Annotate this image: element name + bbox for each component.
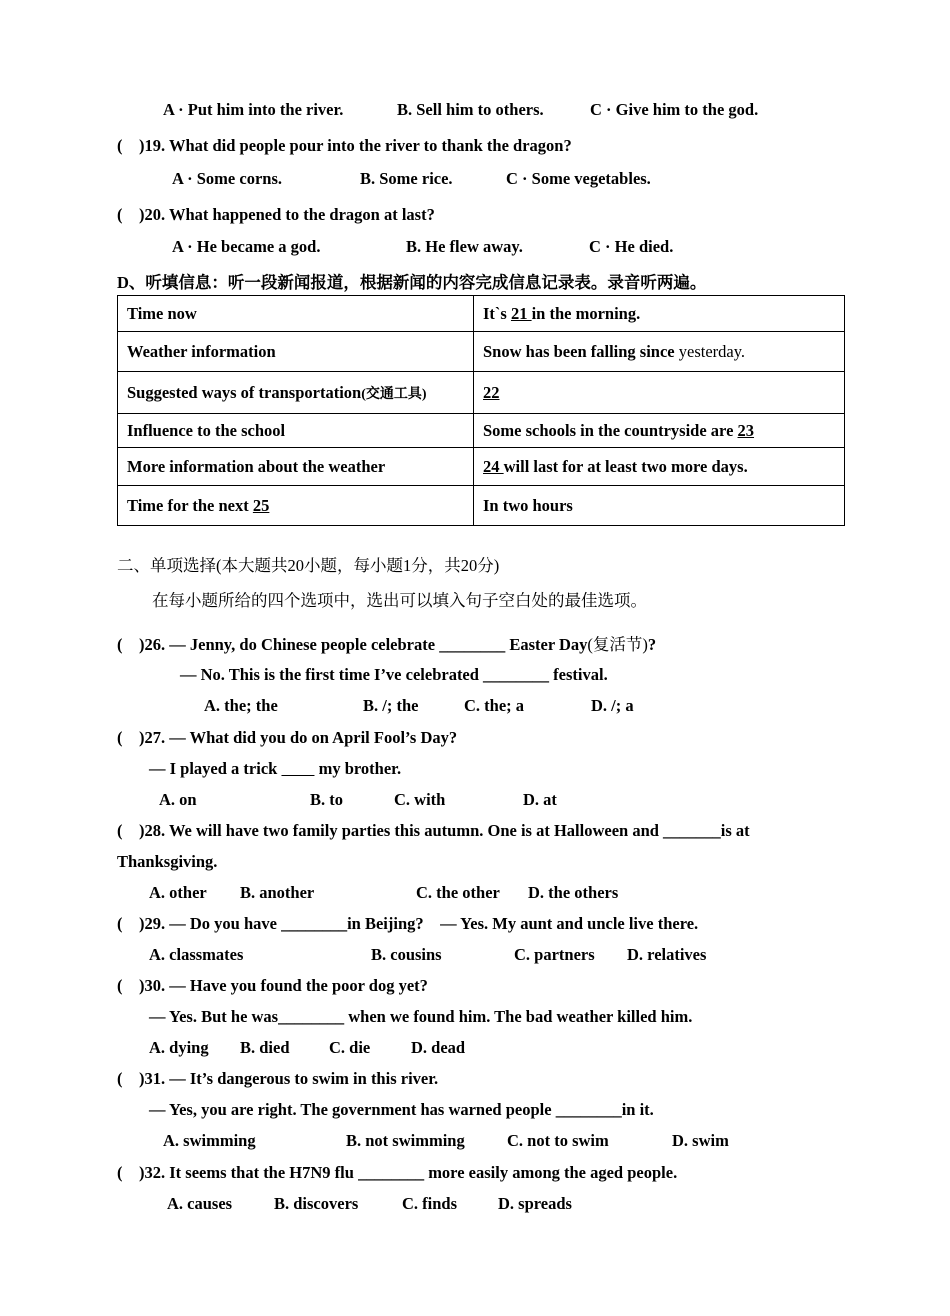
row-value: It`s 21 in the morning.: [474, 296, 845, 332]
answer-paren: ( ): [117, 914, 145, 933]
q26-option-d: D. /; a: [591, 696, 634, 715]
q19-stem: [117, 136, 572, 156]
q19-option-c: C · Some vegetables.: [506, 169, 651, 188]
q31-option-b: B. not swimming: [346, 1131, 465, 1150]
table-row: [118, 372, 845, 414]
row-label: Weather information: [118, 332, 474, 372]
question-text: 20. What happened to the dragon at last?: [144, 205, 435, 224]
q30-option-a: A. dying: [149, 1038, 209, 1057]
table-row: [118, 448, 845, 486]
answer-paren: ( ): [117, 136, 145, 155]
answer-paren: ( ): [117, 205, 145, 224]
section-d-title: D、听填信息：听一段新闻报道，根据新闻的内容完成信息记录表。录音听两遍。: [117, 273, 707, 292]
q27-option-d: D. at: [523, 790, 557, 809]
q27-option-a: A. on: [159, 790, 197, 809]
q32-option-a: A. causes: [167, 1194, 233, 1213]
q29-stem: ( )29. — Do you have ________in Beijing? — Yes. My aunt and uncle live there.: [117, 914, 699, 933]
q30-stem: ( )30. — Have you found the poor dog yet?: [117, 976, 428, 995]
q28-option-a: A. other: [149, 883, 207, 902]
q29-option-b: B. cousins: [371, 945, 442, 964]
row-label: Influence to the school: [118, 414, 474, 448]
q18-option-a: A · Put him into the river.: [163, 100, 344, 119]
q19-option-a: A · Some corns.: [172, 169, 282, 188]
table-row: [118, 296, 845, 332]
q20-option-c: C · He died.: [589, 237, 674, 256]
q31-option-d: D. swim: [672, 1131, 729, 1150]
row-value: Snow has been falling since yesterday.: [474, 332, 845, 372]
answer-paren: ( ): [117, 976, 145, 995]
blank-21: 21: [510, 303, 532, 323]
q32-stem: ( )32. It seems that the H7N9 flu ________ more easily among the aged people.: [117, 1163, 678, 1182]
q31-reply: — Yes, you are right. The government has warned people ________in it.: [149, 1100, 654, 1119]
q30-reply: — Yes. But he was________ when we found him. The bad weather killed him.: [149, 1007, 693, 1026]
answer-paren: ( ): [117, 1069, 145, 1088]
q27-option-c: C. with: [394, 790, 446, 809]
q28-stem-cont: Thanksgiving.: [117, 852, 218, 871]
table-row: [118, 414, 845, 448]
q26-option-a: A. the; the: [204, 696, 278, 715]
q26-option-b: B. /; the: [363, 696, 419, 715]
q29-option-a: A. classmates: [149, 945, 244, 964]
blank-25: 25: [252, 495, 270, 515]
q26-stem: ( )26. — Jenny, do Chinese people celebrate ________ Easter Day(复活节)?: [117, 635, 657, 654]
q28-option-d: D. the others: [528, 883, 619, 902]
q31-option-a: A. swimming: [163, 1131, 256, 1150]
q29-option-c: C. partners: [514, 945, 595, 964]
q27-stem: ( )27. — What did you do on April Fool’s Day?: [117, 728, 458, 747]
q29-option-d: D. relatives: [627, 945, 707, 964]
q20-option-b: B. He flew away.: [406, 237, 523, 256]
row-value: 24 will last for at least two more days.: [474, 448, 845, 486]
answer-paren: ( ): [117, 728, 145, 747]
table-row: [118, 332, 845, 372]
q30-option-b: B. died: [240, 1038, 290, 1057]
q18-option-c: C · Give him to the god.: [590, 100, 759, 119]
row-label: More information about the weather: [118, 448, 474, 486]
q19-option-b: B. Some rice.: [360, 169, 453, 188]
q20-stem: [117, 205, 435, 225]
q27-option-b: B. to: [310, 790, 343, 809]
q32-option-b: B. discovers: [274, 1194, 359, 1213]
q31-stem: ( )31. — It’s dangerous to swim in this river.: [117, 1069, 439, 1088]
info-record-table: [117, 295, 845, 526]
answer-paren: ( ): [117, 821, 145, 840]
answer-paren: ( ): [117, 635, 145, 654]
row-label: Suggested ways of transportation(交通工具): [118, 372, 474, 414]
table-row: [118, 486, 845, 526]
row-value: In two hours: [474, 486, 845, 526]
q28-option-c: C. the other: [416, 883, 500, 902]
section-2-title: 二、单项选择(本大题共20小题，每小题1分，共20分): [117, 556, 500, 575]
blank-24: 24: [483, 456, 504, 476]
q31-option-c: C. not to swim: [507, 1131, 609, 1150]
row-value: Some schools in the countryside are 23: [474, 414, 845, 448]
q32-option-c: C. finds: [402, 1194, 458, 1213]
row-label: Time for the next 25: [118, 486, 474, 526]
q27-reply: — I played a trick my brother.: [149, 759, 402, 778]
q28-stem: ( )28. We will have two family parties this autumn. One is at Halloween and _______is at: [117, 821, 750, 840]
question-text: 19. What did people pour into the river to thank the dragon?: [144, 136, 572, 155]
row-label: Time now: [118, 296, 474, 332]
blank-23: 23: [737, 420, 755, 440]
q28-option-b: B. another: [240, 883, 315, 902]
q26-reply: — No. This is the first time I’ve celebrated ________ festival.: [180, 665, 608, 684]
q32-option-d: D. spreads: [498, 1194, 572, 1213]
q18-option-b: B. Sell him to others.: [397, 100, 544, 119]
blank-22: 22: [483, 382, 500, 402]
q20-option-a: A · He became a god.: [172, 237, 321, 256]
blank: [281, 759, 314, 778]
q26-option-c: C. the; a: [464, 696, 525, 715]
q30-option-d: D. dead: [411, 1038, 466, 1057]
q30-option-c: C. die: [329, 1038, 371, 1057]
row-value: [474, 372, 845, 414]
answer-paren: ( ): [117, 1163, 145, 1182]
section-2-instruction: 在每小题所给的四个选项中，选出可以填入句子空白处的最佳选项。: [152, 591, 647, 610]
